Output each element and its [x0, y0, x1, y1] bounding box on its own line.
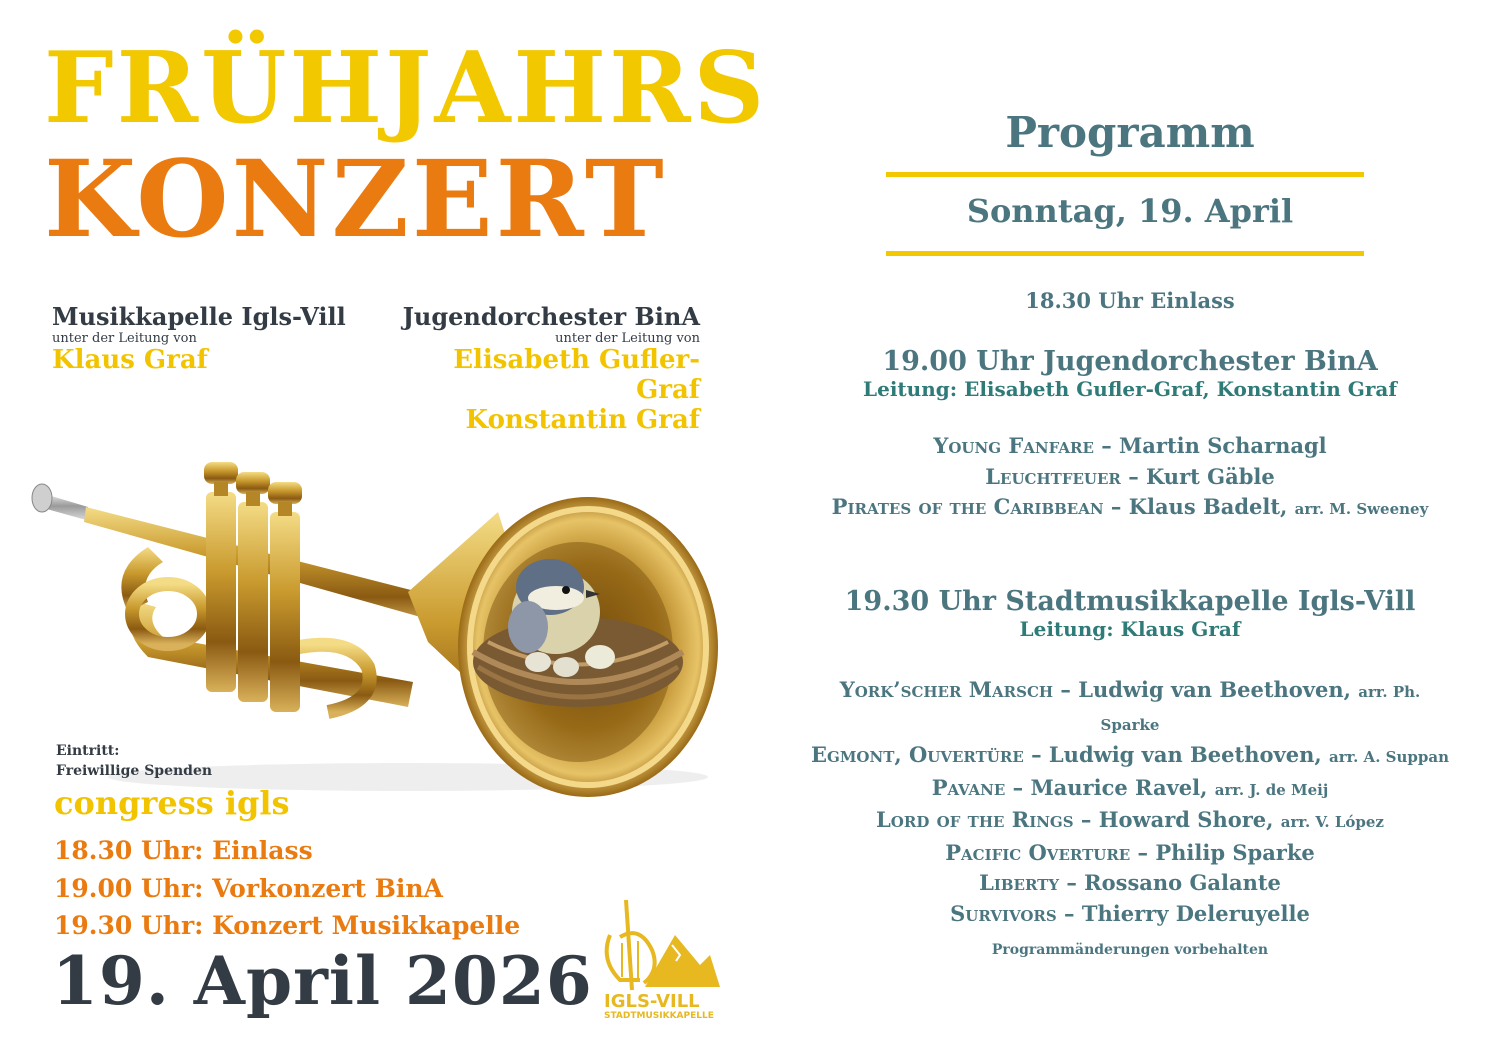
piece-list-1 [810, 431, 1450, 525]
entry-value: Freiwillige Spenden [56, 762, 213, 779]
ensemble1-name: Musikkapelle Igls-Vill [52, 302, 346, 331]
section2-heading: 19.30 Uhr Stadtmusikkapelle Igls-Vill [844, 586, 1416, 617]
ensemble2-name: Jugendorchester BinA [402, 302, 700, 331]
title-fruehjahrs: FRÜHJAHRS [44, 31, 768, 146]
piece-item: Young Fanfare – Martin Scharnagl [933, 433, 1327, 458]
divider-bottom [886, 251, 1364, 256]
piece-item: Survivors – Thierry Deleruyelle [950, 900, 1310, 926]
section-smk [810, 586, 1450, 929]
section-bina [810, 346, 1450, 525]
piece-list-2 [810, 675, 1450, 929]
ensemble1-sub: unter der Leitung von [52, 331, 197, 346]
logo-text-iglsvill: IGLS-VILL [604, 991, 700, 1012]
logo-text-smk: STADTMUSIKKAPELLE [604, 1011, 714, 1021]
time-einlass: 18.30 Uhr: Einlass [54, 836, 313, 865]
piece-item: York’scher Marsch – Ludwig van Beethoven, arr. Ph. Sparke [839, 677, 1421, 734]
time-vorkonzert: 19.00 Uhr: Vorkonzert BinA [54, 873, 443, 903]
section1-leader: Leitung: Elisabeth Gufler-Graf, Konstantin Graf [863, 377, 1397, 401]
ensemble2-sub: unter der Leitung von [555, 331, 700, 346]
piece-item: Lord of the Rings – Howard Shore, arr. V. López [876, 807, 1384, 832]
piece-item: Egmont, Ouvertüre – Ludwig van Beethoven, arr. A. Suppan [811, 742, 1449, 767]
program-date: Sonntag, 19. April [966, 192, 1294, 230]
venue: congress igls [54, 784, 290, 822]
title-konzert: KONZERT [44, 136, 667, 261]
concert-date: 19. April 2026 [52, 942, 593, 1020]
program-note: Programmänderungen vorbehalten [991, 942, 1269, 958]
section2-leader: Leitung: Klaus Graf [1019, 617, 1241, 641]
entry-label: Eintritt: [56, 743, 120, 759]
schedule-times [54, 832, 520, 945]
stadtmusikkapelle-logo [580, 895, 730, 1025]
ensemble2-conductor1: Elisabeth Gufler-Graf [453, 345, 700, 405]
ensemble-musikkapelle [52, 302, 346, 376]
ensemble-bina [400, 302, 700, 436]
program-title: Programm [1005, 108, 1255, 157]
entry-info [56, 742, 212, 781]
piece-item: Pacific Overture – Philip Sparke [945, 839, 1315, 865]
ensemble2-conductor2: Konstantin Graf [465, 404, 700, 435]
lyre-mountain-icon [580, 895, 730, 995]
time-konzert: 19.30 Uhr: Konzert Musikkapelle [54, 911, 521, 940]
ensemble1-conductor: Klaus Graf [52, 345, 208, 375]
piece-item: Leuchtfeuer – Kurt Gäble [985, 463, 1275, 489]
piece-item: Pavane – Maurice Ravel, arr. J. de Meij [931, 774, 1329, 800]
divider-top [886, 172, 1364, 177]
piece-item: Pirates of the Caribbean – Klaus Badelt, arr. M. Sweeney [831, 494, 1429, 519]
section1-heading: 19.00 Uhr Jugendorchester BinA [882, 346, 1378, 377]
piece-item: Liberty – Rossano Galante [979, 870, 1281, 895]
program-einlass: 18.30 Uhr Einlass [1025, 288, 1235, 313]
